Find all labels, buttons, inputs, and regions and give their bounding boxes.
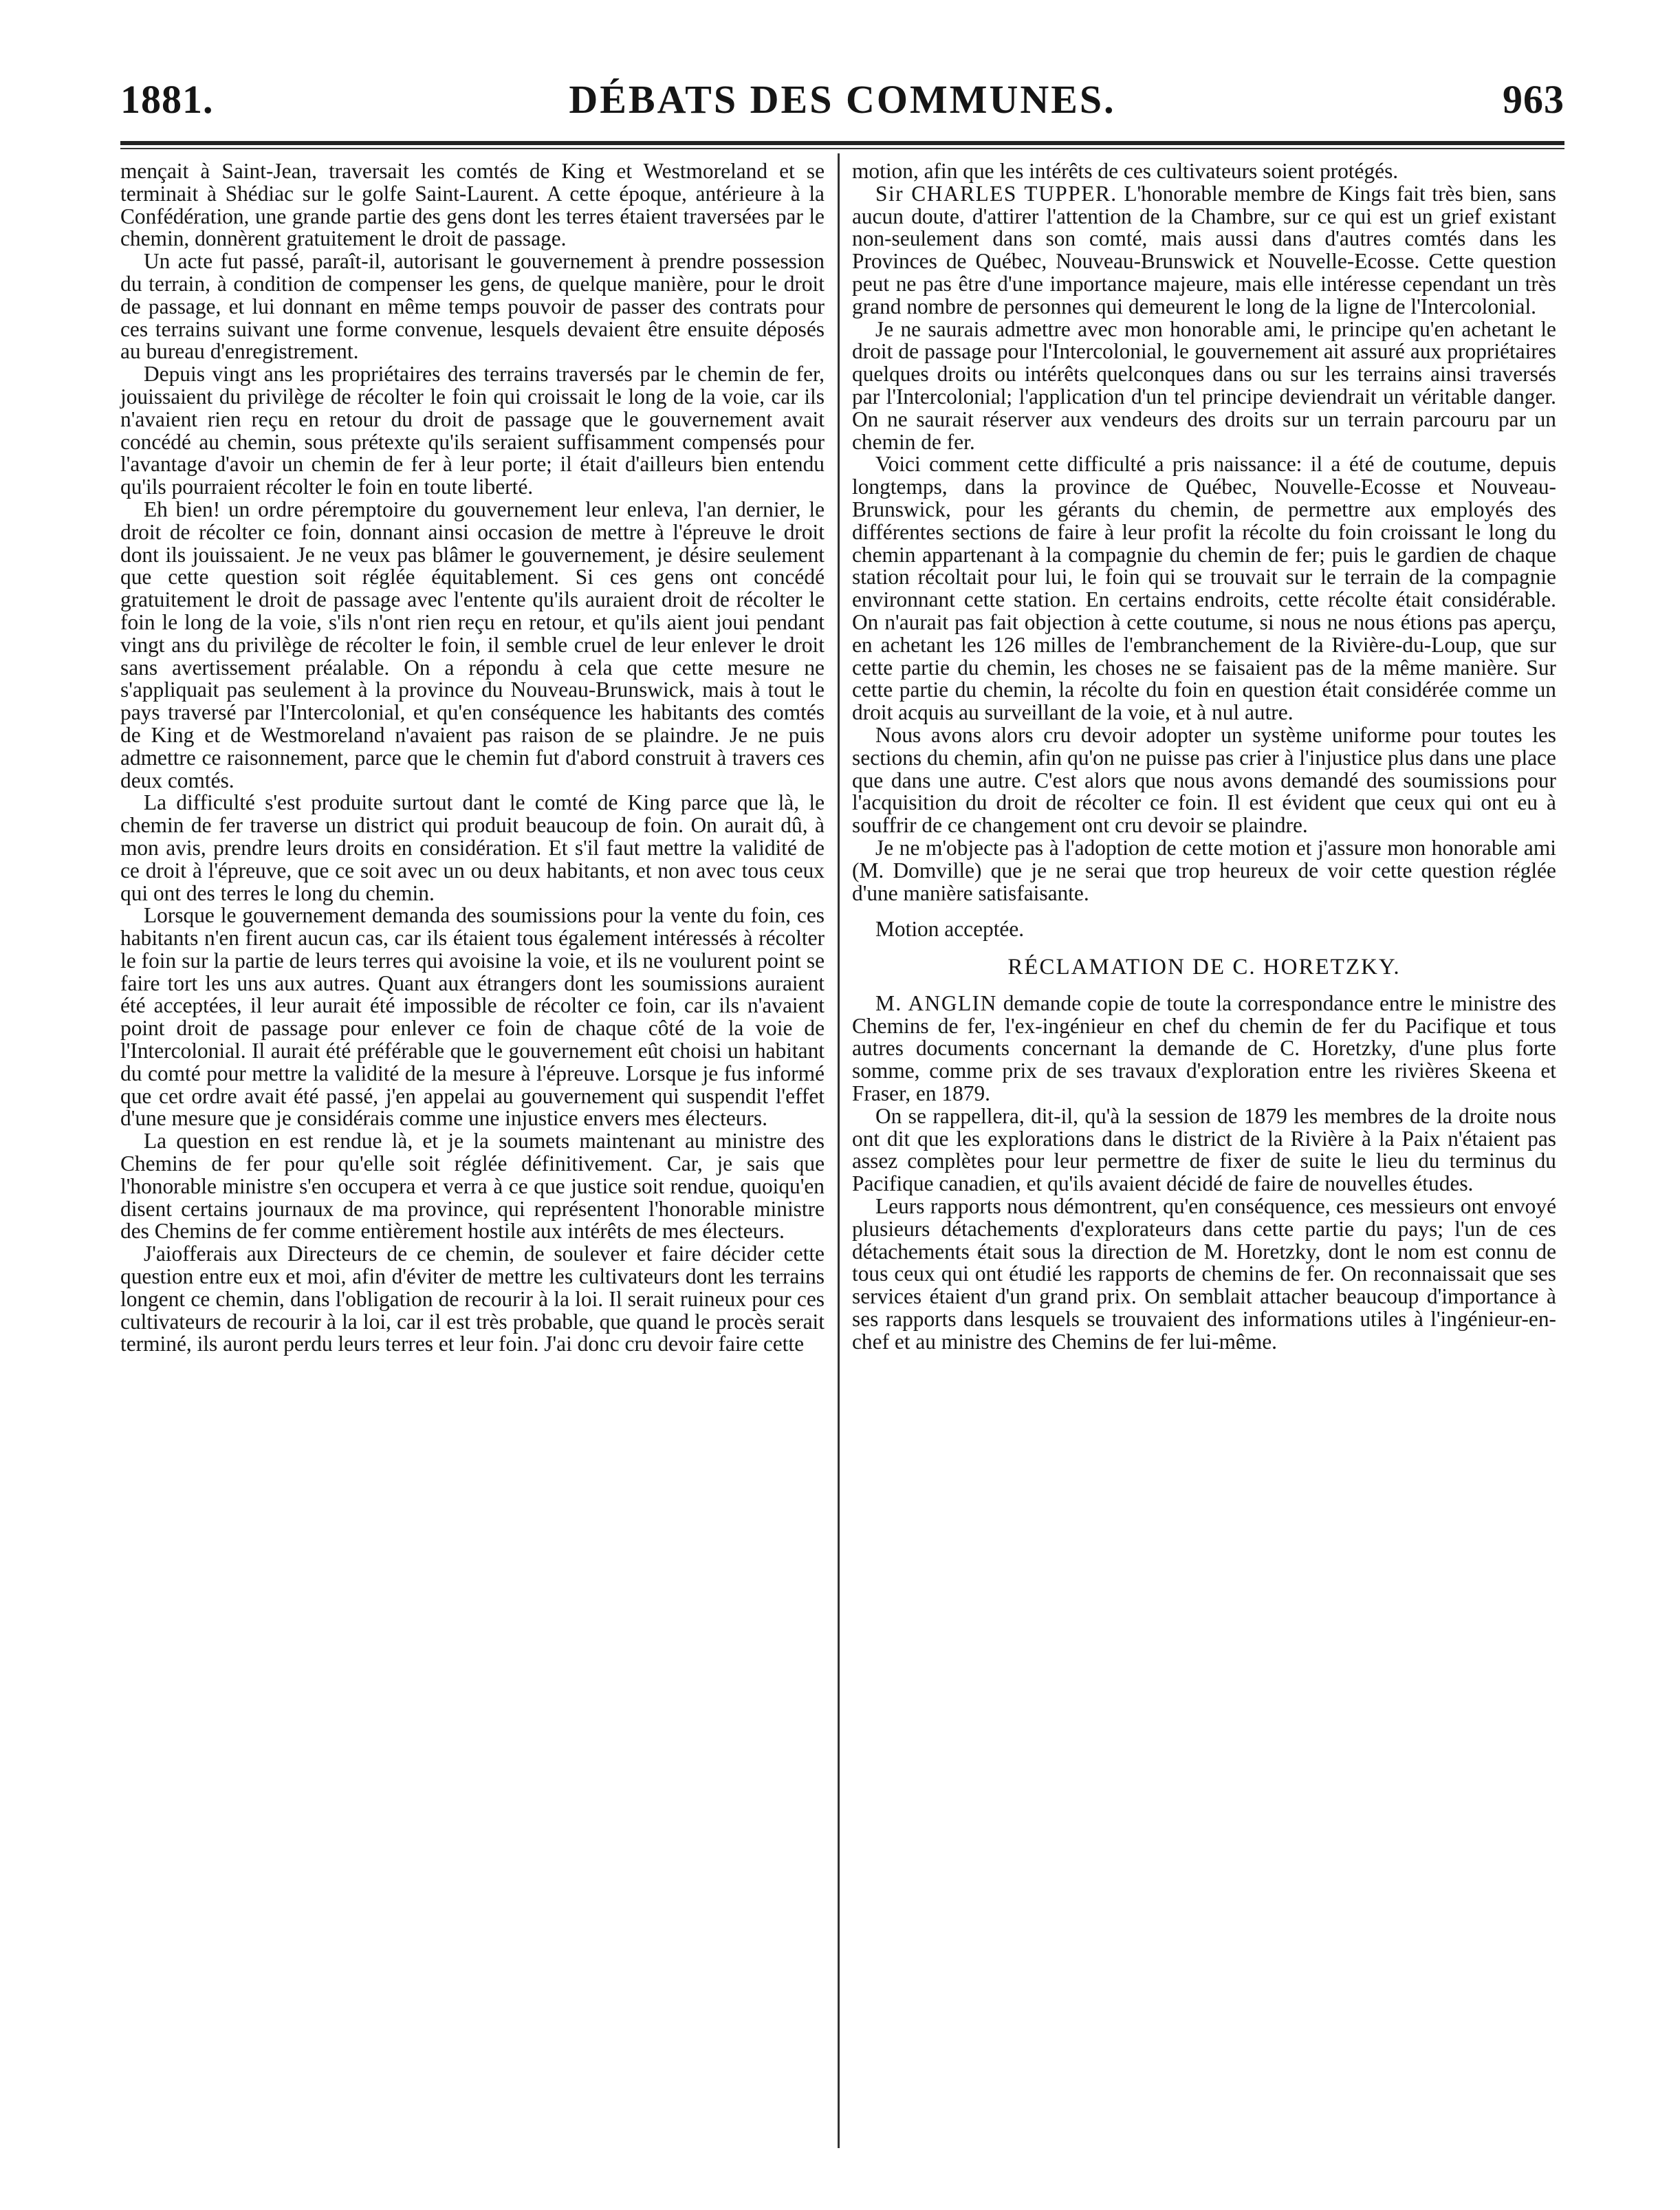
left-paragraph: La difficulté s'est produite surtout dant le comté de King parce que là, le chemin de fer traverse un district qui produit beaucoup de foin. On aurait dû, à mon avis, prendre leurs droits en considération. Et s'il faut mettre la validité de ce droit à l'épreuve, que ce soit avec un ou deux habitants, et non avec tous ceux qui ont des terres le long du chemin.	[120, 790, 825, 905]
header-year: 1881.	[120, 77, 214, 122]
right-paragraph: Voici comment cette difficulté a pris naissance: il a été de coutume, depuis longtemps, dans la province de Québec, Nouvelle-Ecosse et Nouveau-Brunswick, pour les gérants du chemin, de permettre aux employés des différentes sections de faire à leur profit la récolte du foin croissant le long du chemin appartenant à la compagnie du chemin de fer; puis le gardien de chaque station récoltait pour lui, le foin qui se trouvait sur le terrain de la compagnie environnant cette station. En certains endroits, cette récolte était considérable. On n'aurait pas fait objection à cette coutume, si nous ne nous étions pas aperçu, en achetant les 126 milles de l'embranchement de la Rivière-du-Loup, que sur cette partie du chemin, les choses ne se faisaient pas de la même manière. Sur cette partie du chemin, la récolte du foin en question était considérée comme un droit acquis au surveillant de la voie, et à nul autre.	[852, 452, 1556, 725]
left-paragraph: Eh bien! un ordre péremptoire du gouvernement leur enleva, l'an dernier, le droit de récolter ce foin, donnant ainsi occasion de mettre à l'épreuve le droit dont ils jouissaient. Je ne veux pas blâmer le gouvernement, je désire seulement que cette question soit réglée équitablement. Si ces gens ont concédé gratuitement le droit de passage avec l'entente qu'ils auraient droit de récolter le foin le long de la voie, s'ils n'ont rien reçu en retour, et qu'ils aient joui pendant vingt ans du privilège de récolter le foin, il semble cruel de leur enlever le droit sans avertissement préalable. On a répondu à cela que cette mesure ne s'appliquait pas seulement à la province du Nouveau-Brunswick, mais à tout le pays traversé par l'Intercolonial, et qu'en conséquence les habitants des comtés de King et de Westmoreland n'avaient pas raison de se plaindre. Je ne puis admettre ce raisonnement, parce que le chemin fut d'abord construit à travers ces deux comtés.	[120, 497, 825, 792]
left-paragraph: La question en est rendue là, et je la soumets maintenant au ministre des Chemins de fer pour qu'elle soit réglée définitivement. Car, je sais que l'honorable ministre s'en occupera et verra à ce que justice soit rendue, quoiqu'en disent certains journaux de ma province, qui représentent l'honorable ministre des Chemins de fer comme entièrement hostile aux intérêts de mes électeurs.	[120, 1129, 825, 1244]
header-rule-thin	[120, 148, 1564, 149]
speaker-tupper: Sir CHARLES TUPPER.	[875, 181, 1117, 206]
newspaper-page	[120, 65, 1564, 2184]
right-paragraph: Leurs rapports nous démontrent, qu'en conséquence, ces messieurs ont envoyé plusieurs détachements d'explorateurs dans cette partie du pays; l'un de ces détachements était sous la direction de M. Horetzky, dont le nom est connu de tous ceux qui ont étudié les rapports de chemins de fer. On reconnaissait que ses services étaient d'un grand prix. On semblait attacher beaucoup d'importance à ses rapports dans lesquels se trouvaient des informations utiles à l'ingénieur-en-chef et au ministre des Chemins de fer lui-même.	[852, 1194, 1556, 1354]
header-title: DÉBATS DES COMMUNES.	[569, 77, 1116, 122]
right-paragraph: Je ne saurais admettre avec mon honorable ami, le principe qu'en achetant le droit de passage pour l'Intercolonial, le gouvernement ait assuré aux propriétaires quelques droits ou intérêts quelconques dans ou sur les terrains ainsi traversés par l'Intercolonial; l'application d'un tel principe deviendrait un véritable danger. On ne saurait réserver aux vendeurs des droits sur un terrain parcouru par un chemin de fer.	[852, 316, 1556, 454]
left-paragraph: J'aiofferais aux Directeurs de ce chemin, de soulever et faire décider cette question entre eux et moi, afin d'éviter de mettre les cultivateurs dont les terrains longent ce chemin, dans l'obligation de recourir à la loi. Il serait ruineux pour ces cultivateurs de recourir à la loi, car il est très probable, que quand le procès serait terminé, ils auront perdu leurs terres et leur foin. J'ai donc cru devoir faire cette	[120, 1242, 825, 1356]
right-paragraph: motion, afin que les intérêts de ces cultivateurs soient protégés.	[852, 159, 1399, 183]
tupper-speech	[852, 183, 1556, 318]
right-column	[852, 160, 1556, 1354]
left-paragraph: mençait à Saint-Jean, traversait les comtés de King et Westmoreland et se terminait à Shédiac sur le golfe Saint-Laurent. A cette époque, antérieure à la Confédération, une grande partie des gens dont les terres étaient traversées par le chemin, donnèrent gratuitement le droit de passage.	[120, 159, 825, 251]
left-paragraph: Un acte fut passé, paraît-il, autorisant le gouvernement à prendre possession du terrain, à condition de compenser les gens, de quelque manière, pour le droit de passage, et lui donnant en même temps pouvoir de passer des contrats pour ces terrains suivant une forme convenue, lesquels devaient être ensuite déposés au bureau d'enregistrement.	[120, 249, 825, 364]
tupper-speech-text: L'honorable membre de Kings fait très bien, sans aucun doute, d'attirer l'attention de la Chambre, sur ce qui est un grief existant non-seulement dans son comté, mais aussi dans d'autres comtés dans les Provinces de Québec, Nouveau-Brunswick et Nouvelle-Ecosse. Cette question peut ne pas être d'une importance majeure, mais elle intéresse cependant un très grand nombre de personnes qui demeurent le long de la ligne de l'Intercolonial.	[852, 181, 1556, 318]
right-paragraph: Nous avons alors cru devoir adopter un système uniforme pour toutes les sections du chemin, afin qu'on ne puisse pas crier à l'injustice plus dans une place que dans une autre. C'est alors que nous avons demandé des soumissions pour l'acquisition du droit de récolter ce foin. Il est évident que ceux qui ont eu à souffrir de ce changement ont cru devoir se plaindre.	[852, 722, 1556, 838]
section-title: RÉCLAMATION DE C. HORETZKY.	[1007, 955, 1401, 980]
left-column	[120, 160, 825, 1356]
anglin-motion-text: demande copie de toute la correspondance entre le ministre des Chemins de fer, l'ex-ingénieur en chef du chemin de fer du Pacifique et tous autres documents concernant la demande de C. Horetzky, d'une plus forte somme, comme prix de ses travaux d'exploration entre les rivières Skeena et Fraser, en 1879.	[852, 990, 1556, 1106]
right-paragraph: On se rappellera, dit-il, qu'à la session de 1879 les membres de la droite nous ont dit que les explorations dans le district de la Rivière à la Paix n'étaient pas assez complètes pour leur permettre de fixer de suite le lieu du terminus du Pacifique canadien, et qu'ils avaient décidé de faire de nouvelles études.	[852, 1103, 1556, 1196]
left-paragraph: Depuis vingt ans les propriétaires des terrains traversés par le chemin de fer, jouissaient du privilège de récolter le foin qui croissait le long de la voie, car ils n'avaient rien reçu en retour du droit de passage que le gouvernement avait concédé au chemin, sous prétexte qu'ils seraient suffisamment compensés pour l'avantage d'avoir un chemin de fer à leur porte; il était d'ailleurs bien entendu qu'ils pourraient récolter le foin en toute liberté.	[120, 362, 825, 499]
column-divider	[838, 153, 840, 2148]
left-paragraph: Lorsque le gouvernement demanda des soumissions pour la vente du foin, ces habitants n'en firent aucun cas, car ils étaient tous également intéressés à récolter le foin sur la partie de leurs terres qui avoisine la voie, et ils ne voulurent point se faire tort les uns aux autres. Quant aux étrangers dont les soumissions auraient été acceptées, il leur aurait été impossible de récolter ce foin, car ils n'avaient point droit de passage pour enlever ce foin de chaque côté de la voie de l'Intercolonial. Il aurait été préférable que le gouvernement eût choisi un habitant du comté pour mettre la validité de la mesure à l'épreuve. Lorsque je fus informé que cet ordre avait été passé, j'en appelai au gouvernement qui suspendit l'effet d'une mesure que je considérais comme une injustice envers mes électeurs.	[120, 903, 825, 1131]
running-head	[120, 65, 1564, 134]
anglin-motion	[852, 990, 1556, 1106]
motion-result: Motion acceptée.	[875, 917, 1025, 942]
speaker-anglin: M. ANGLIN	[875, 990, 997, 1015]
right-paragraph: Je ne m'objecte pas à l'adoption de cette motion et j'assure mon honorable ami (M. Domville) que je ne serai que trop heureux de voir cette question réglée d'une manière satisfaisante.	[852, 835, 1556, 905]
header-rule-thick	[120, 141, 1564, 145]
header-page-number: 963	[1503, 77, 1564, 122]
